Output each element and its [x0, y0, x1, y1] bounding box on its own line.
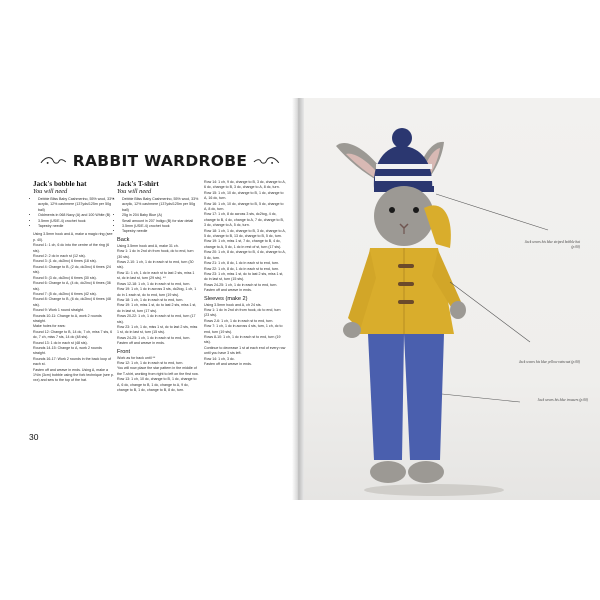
right-flourish-icon — [253, 154, 280, 168]
pattern-line: Make holes for ears: — [33, 324, 66, 329]
column-hat — [33, 180, 115, 384]
caption-hat: Jack wears his blue striped bobble hat (p.00) — [524, 240, 580, 249]
pattern-line: Using 3.5mm hook and A, make a magic ring (see p. 40). — [33, 232, 113, 242]
pattern-line: Using 3.5mm hook and A, ch 24 sts. — [204, 302, 262, 307]
pattern-line: Using 3.5mm hook and A, make 31 ch. — [117, 243, 179, 248]
sleeves-heading: Sleeves (make 2) — [204, 295, 248, 302]
pattern-line: Row 23: 1 ch, 1 dc, miss 1 st, dc to last 2 sts, miss 1 st, dc in last st, turn (15 sts). — [117, 324, 198, 335]
pattern-line: Round 13: 1 dc in each st (48 sts). — [33, 340, 88, 345]
tshirt-material: • 25g in 204 Baby Blue (A) — [122, 213, 199, 218]
pattern-line: Row 19: 1 ch, miss 1 st, 7 dc, change to B, 4 dc, change to A, 5 dc, 1 dc in rest of st, turn (17 sts). — [204, 239, 282, 249]
pattern-line: Round 5: (3 dc, dc2inc) 6 times (30 sts). — [33, 275, 97, 280]
column-tshirt — [117, 180, 199, 393]
pattern-line: Rows 24-25: 1 ch, 1 dc in each st to end, turn. — [204, 282, 278, 287]
pattern-line: Row 15: 1 ch, 10 dc, change to B, 1 dc, change to A, 16 dc, turn. — [204, 190, 284, 201]
pattern-line: Row 17: 1 ch, 8 dc across 3 sts, dc2tog, 4 dc, change to B, 4 dc, change to A, 7 dc, change to B, 3 dc, change to A, 5 dc, turn. — [204, 212, 284, 228]
book-spread — [0, 98, 600, 500]
hat-materials — [33, 197, 115, 229]
tshirt-material: • Debbie Bliss Baby Cashmerino, 55% wool, 33% acrylic, 12% cashmere (137yds/125m per 50g ball) — [122, 197, 199, 213]
pattern-line: Row 1: 1 dc in 2nd ch from hook, dc to end, turn (30 sts). — [117, 249, 194, 259]
pattern-line: Round 7: (5 dc, dc2inc) 6 times (42 sts). — [33, 291, 97, 296]
pattern-line: Row 14: 1 ch, 3 dc. — [204, 356, 235, 361]
hat-material: • Debbie Bliss Baby Cashmerino, 55% wool, 33% acrylic, 12% cashmere (137yds/125m per 50g ball) — [38, 197, 115, 213]
tshirt-material: • Tapestry needle — [122, 229, 199, 234]
page-title: RABBIT WARDROBE — [72, 152, 248, 170]
rabbit-head — [374, 186, 434, 246]
pattern-line: Rows 8-10: 1 ch, 1 dc in each st to end, turn (19 sts). — [204, 334, 281, 345]
hat-heading: Jack's bobble hat — [33, 180, 87, 188]
tshirt-need: You will need — [117, 188, 152, 195]
left-flourish-icon — [40, 154, 67, 168]
pattern-line: Row 11: 1 ch, 1 dc in each st to last 2 sts, miss 1 st, dc in last st, turn (29 sts). ** — [117, 270, 195, 281]
page-number: 30 — [29, 432, 39, 442]
tshirt-heading: Jack's T-shirt — [117, 180, 159, 188]
pattern-line: Fasten off and weave in ends. — [117, 341, 165, 346]
caption-trousers: Jack wears his blue trousers (p.00) — [537, 398, 588, 402]
pattern-line: Round 9: Work 1 round straight. — [33, 308, 84, 313]
pattern-line: Row 13: 1 ch, 10 dc, change to B, 1 dc, change to A, 6 dc, change to B, 1 dc, change to A, 9 dc, change to B, 1 dc, change to B, 8 dc, turn. — [117, 377, 197, 392]
pattern-line: Round 6: Change to A, (4 dc, dc2inc) 6 times (36 sts). — [33, 281, 111, 291]
bobble-hat — [374, 128, 434, 192]
pattern-line: Rows 2-10: 1 ch, 1 dc in each st to end, turn (30 sts). — [117, 260, 194, 270]
pattern-line: Fasten off and weave in ends. — [204, 288, 252, 293]
pattern-line: Rows 24-25: 1 ch, 1 dc in each st to end, turn. — [117, 335, 191, 340]
pattern-line: Row 14: 1 ch, 9 dc, change to B, 3 dc, change to A, 6 dc, change to B, 3 dc, change to A, 8 dc, turn. — [204, 180, 286, 190]
blue-trousers — [368, 334, 444, 460]
hat-material: • Tapestry needle — [38, 224, 115, 229]
pattern-line: Round 12: Change to B, 14 dc, 7 ch, miss 7 sts, 6 dc, 7 ch, miss 7 sts, 14 dc (48 sts). — [33, 329, 113, 340]
pattern-line: Round 4: Change to B, (2 dc, dc2inc) 6 times (24 sts). — [33, 264, 111, 275]
tshirt-materials — [117, 197, 199, 235]
left-page — [0, 98, 297, 500]
back-heading: Back — [117, 236, 130, 243]
front-heading: Front — [117, 348, 131, 355]
pattern-line: Row 19: 1 ch, 1 dc in across 3 sts, dc2tog, 1 ch, 1 dc in 1 each st, dc to end, turn (19 sts). — [117, 287, 197, 297]
column-tshirt-continued — [204, 180, 286, 367]
right-page-photo — [304, 98, 600, 500]
yellow-raincoat — [343, 248, 466, 338]
pattern-line: Rows 20-22: 1 ch, 1 dc in each st to end, turn (17 sts). — [117, 314, 196, 324]
pattern-line: Row 23: 1 ch, miss 1 st, dc to last 2 sts, miss 1 st, dc in last st, turn (15 sts). — [204, 271, 284, 282]
pattern-line: Row 22: 1 ch, 8 dc, 1 dc in each st to end, turn. — [204, 266, 280, 271]
hat-material: • Oddments in 068 Navy (A) and 100 White (B) — [38, 213, 115, 218]
pattern-line: Rounds 16-17: Work 2 rounds in the back loop of each st. — [33, 356, 112, 367]
pattern-line: Round 2: 2 dc in each st (12 sts). — [33, 254, 86, 259]
pattern-line: Round 1: 1 ch, 6 dc into the centre of the ring (6 sts). — [33, 243, 110, 253]
pattern-line: Round 8: Change to B, (6 dc, dc2inc) 6 times (48 sts). — [33, 297, 111, 307]
caption-raincoat: Jack wears his blue yellow raincoat (p.00) — [518, 360, 580, 364]
pattern-line: Row 1: 1 dc in 2nd ch from hook, dc to end, turn (23 sts). — [204, 307, 281, 318]
hat-material: • 3.5mm (US/E-4) crochet hook — [38, 219, 115, 224]
pattern-line: Row 20: 1 ch, 8 dc, change to B, 4 dc, change to A, 5 dc, turn. — [204, 250, 286, 260]
hat-need: You will need — [33, 188, 68, 195]
pattern-line: Rounds 10-11: Change to A, work 2 rounds straight. — [33, 313, 102, 323]
pattern-line: Row 16: 1 ch, 10 dc, change to B, 5 dc, change to A, 8 dc, turn. — [204, 201, 284, 212]
pattern-line: Fasten off and weave in ends. Using A, make a 1½in (3cm) bobble using the fork technique (see p. xxx) and sew to the top of the hat. — [33, 367, 114, 383]
pattern-line: Row 18: 1 ch, 1 dc in each st to end, turn. — [117, 297, 184, 302]
pattern-line: Row 19: 1 ch, miss 1 st, dc to last 2 sts, miss 1 st, dc in last st, turn (17 sts). — [117, 303, 197, 313]
pattern-line: Continue to decrease 1 st at each end of every row until you have 3 sts left. — [204, 345, 286, 356]
tshirt-material: • Small amount in 207 Indigo (B) for star detail — [122, 219, 199, 224]
crochet-rabbit-image — [304, 98, 600, 500]
pattern-line: Row 18: 1 ch, 1 dc, change to B, 3 dc, change to A, 5 dc, change to B, 13 dc, change to B, 5 dc, turn. — [204, 228, 286, 239]
pattern-line: Round 3: (1 dc, dc2inc) 6 times (18 sts). — [33, 259, 97, 264]
pattern-line: You will now place the star pattern in the middle of the T-shirt, working from right to left on the first row. — [117, 366, 199, 376]
tshirt-material: • 3.5mm (US/E-4) crochet hook — [122, 224, 199, 229]
page-title-block — [40, 150, 280, 172]
pattern-line: Work as for back until ** — [117, 355, 156, 360]
pattern-line: Rows 12-18: 1 ch, 1 dc in each st to end, turn. — [117, 281, 191, 286]
pattern-line: Rounds 14-15: Change to A, work 2 rounds straight. — [33, 345, 102, 356]
pattern-line: Rows 2-6: 1 ch, 1 dc in each st to end, turn. — [204, 318, 274, 323]
pattern-line: Fasten off and weave in ends. — [204, 362, 252, 366]
pattern-line: Row 7: 1 ch, 1 dc in across 4 sts, turn, 1 ch, dc to end, turn (19 sts). — [204, 324, 283, 334]
pattern-line: Row 12: 1 ch, 1 dc in each st to end, turn. — [117, 360, 184, 365]
book-gutter — [292, 98, 304, 500]
pattern-line: Row 21: 1 ch, 8 dc, 1 dc in each st to end, turn. — [204, 261, 280, 266]
